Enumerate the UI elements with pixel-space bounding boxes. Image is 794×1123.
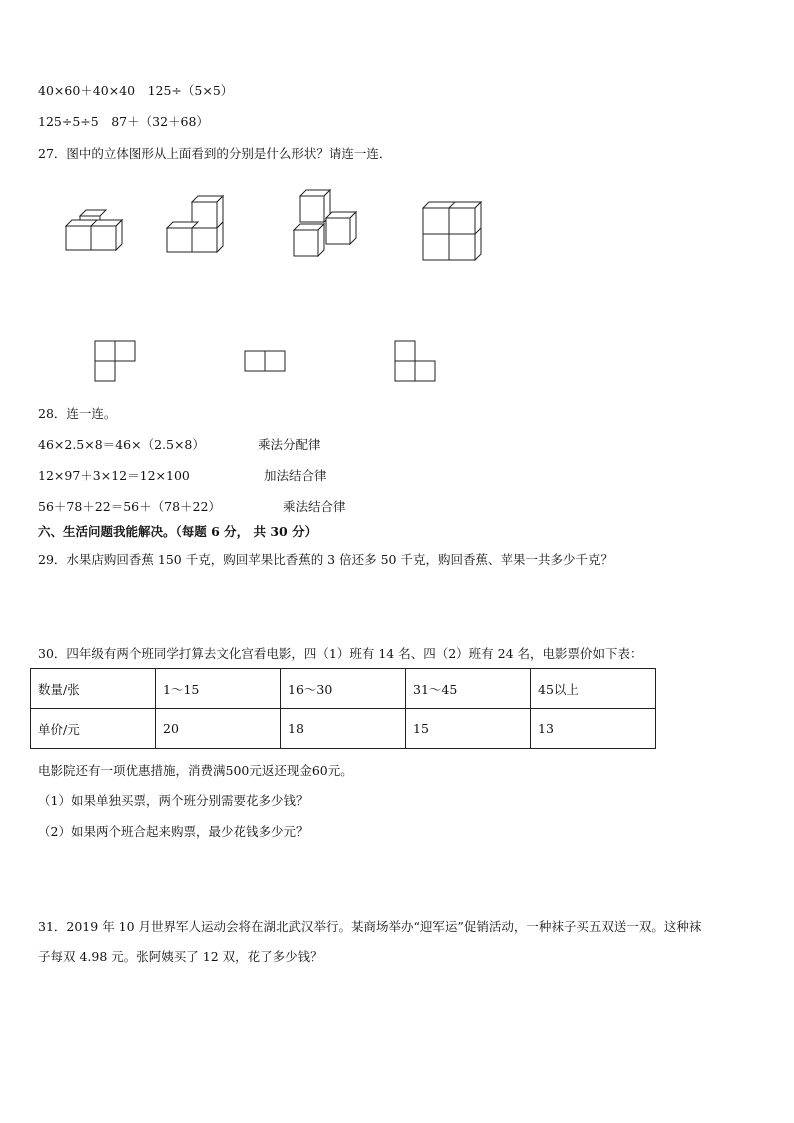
table-cell: 数量/张 bbox=[31, 669, 156, 709]
calc-line-1: 40×60＋40×40 125÷（5×5） bbox=[38, 83, 234, 98]
top-view-1 bbox=[94, 340, 136, 382]
q28-law-3: 乘法结合律 bbox=[283, 499, 346, 514]
q30-note: 电影院还有一项优惠措施，消费满500元返还现金60元。 bbox=[38, 763, 353, 778]
solid-figure-1 bbox=[64, 208, 128, 252]
q31-line-1: 31．2019 年 10 月世界军人运动会将在湖北武汉举行。某商场举办“迎军运”促销活动，一种袜子买五双送一双。这种袜 bbox=[38, 919, 702, 934]
table-cell: 1～15 bbox=[156, 669, 281, 709]
table-cell: 45以上 bbox=[531, 669, 656, 709]
q27-text: 27．图中的立体图形从上面看到的分别是什么形状？请连一连． bbox=[38, 146, 392, 161]
solid-figure-4 bbox=[421, 200, 483, 262]
table-cell: 20 bbox=[156, 709, 281, 749]
solid-figure-3 bbox=[292, 188, 360, 258]
calc-line-2: 125÷5÷5 87＋（32＋68） bbox=[38, 114, 209, 129]
table-cell: 16～30 bbox=[281, 669, 406, 709]
table-cell: 18 bbox=[281, 709, 406, 749]
q29-text: 29．水果店购回香蕉 150 千克，购回苹果比香蕉的 3 倍还多 50 千克，购回香蕉、苹果一共多少千克？ bbox=[38, 552, 613, 567]
table-cell: 31～45 bbox=[406, 669, 531, 709]
q30-sub-1: （1）如果单独买票，两个班分别需要花多少钱？ bbox=[38, 793, 309, 808]
q31-line-2: 子每双 4.98 元。张阿姨买了 12 双，花了多少钱？ bbox=[38, 949, 323, 964]
table-cell: 13 bbox=[531, 709, 656, 749]
top-view-2 bbox=[244, 350, 286, 372]
table-row bbox=[31, 669, 656, 709]
table-cell: 15 bbox=[406, 709, 531, 749]
q30-text: 30．四年级有两个班同学打算去文化宫看电影，四（1）班有 14 名、四（2）班有 24 名，电影票价如下表： bbox=[38, 646, 643, 661]
q30-sub-2: （2）如果两个班合起来购票，最少花钱多少元？ bbox=[38, 824, 309, 839]
ticket-price-table bbox=[30, 668, 656, 749]
table-cell: 单价/元 bbox=[31, 709, 156, 749]
q28-expr-3: 56＋78＋22＝56＋（78＋22） bbox=[38, 499, 221, 514]
top-view-3 bbox=[394, 340, 436, 382]
q28-expr-2: 12×97＋3×12＝12×100 bbox=[38, 468, 190, 483]
q28-law-2: 加法结合律 bbox=[264, 468, 327, 483]
q28-law-1: 乘法分配律 bbox=[258, 437, 321, 452]
table-row bbox=[31, 709, 656, 749]
section-6-title: 六、生活问题我能解决。（每题 6 分， 共 30 分） bbox=[38, 524, 318, 539]
solid-figure-2 bbox=[165, 194, 229, 254]
q28-title: 28．连一连。 bbox=[38, 406, 117, 421]
q28-expr-1: 46×2.5×8＝46×（2.5×8） bbox=[38, 437, 205, 452]
